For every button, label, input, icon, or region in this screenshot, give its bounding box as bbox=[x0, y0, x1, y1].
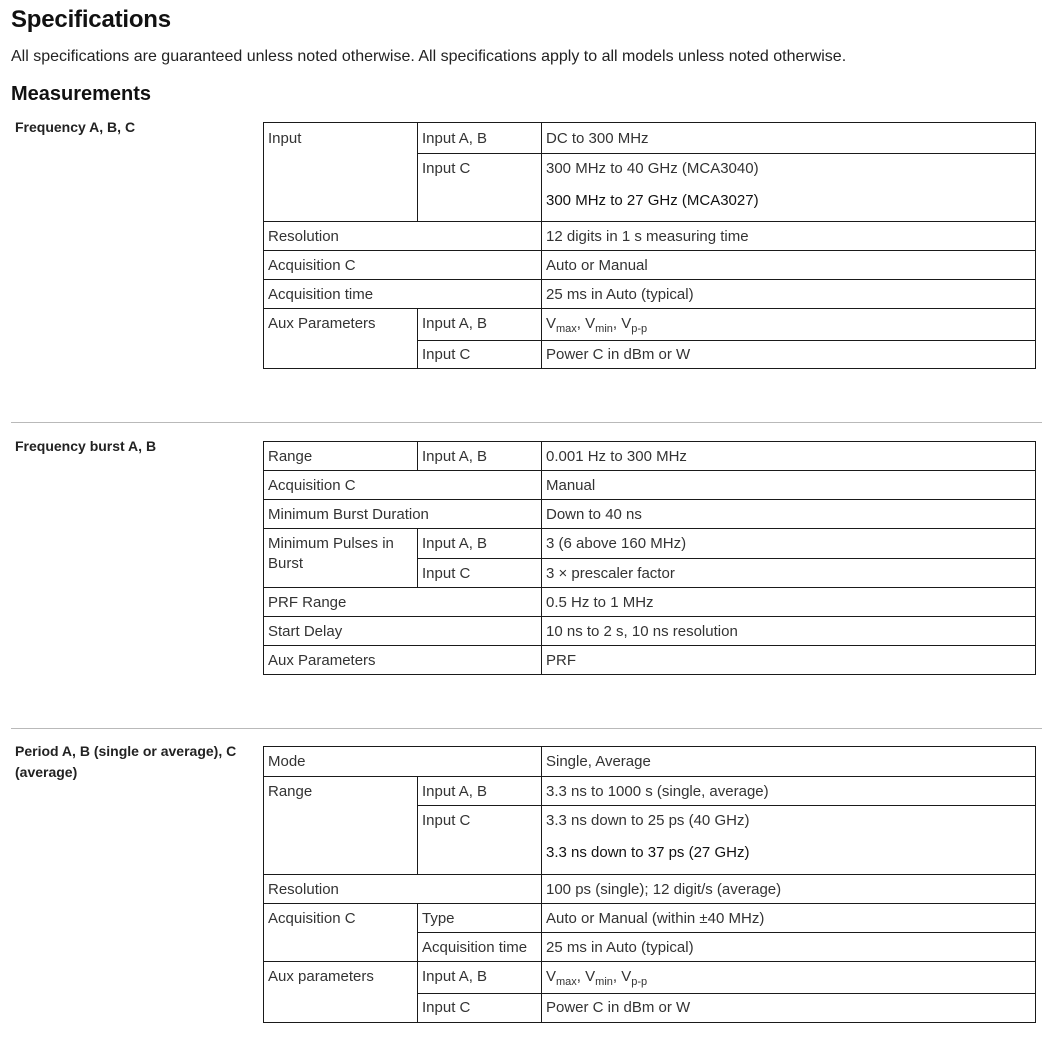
subparam-cell: Input C bbox=[418, 559, 542, 588]
table-row bbox=[264, 875, 1036, 904]
param-cell: PRF Range bbox=[264, 588, 542, 617]
value-line: 300 MHz to 27 GHz (MCA3027) bbox=[546, 192, 759, 209]
param-cell: Aux Parameters bbox=[264, 309, 418, 369]
table-row bbox=[264, 588, 1036, 617]
spec-table-period bbox=[263, 746, 1036, 1023]
value-cell bbox=[542, 309, 1036, 341]
measurements-heading: Measurements bbox=[11, 83, 152, 105]
voltage-symbol: V bbox=[585, 968, 596, 985]
table-row bbox=[264, 280, 1036, 309]
voltage-symbol: V bbox=[585, 315, 596, 332]
subparam-cell: Input C bbox=[418, 154, 542, 222]
value-cell: 3.3 ns to 1000 s (single, average) bbox=[542, 777, 1036, 806]
value-cell: Manual bbox=[542, 471, 1036, 500]
table-row bbox=[264, 747, 1036, 777]
value-cell bbox=[542, 962, 1036, 994]
subparam-cell: Input C bbox=[418, 994, 542, 1023]
value-cell: Power C in dBm or W bbox=[542, 341, 1036, 369]
subscript-max: max bbox=[556, 976, 577, 988]
value-cell: Power C in dBm or W bbox=[542, 994, 1036, 1023]
table-row bbox=[264, 500, 1036, 529]
value-cell: Down to 40 ns bbox=[542, 500, 1036, 529]
table-row bbox=[264, 222, 1036, 251]
separator: , bbox=[612, 968, 622, 985]
param-cell: Acquisition C bbox=[264, 904, 418, 962]
subparam-cell: Input A, B bbox=[418, 777, 542, 806]
value-line: 300 MHz to 40 GHz (MCA3040) bbox=[546, 160, 759, 177]
value-cell bbox=[542, 806, 1036, 875]
subparam-cell: Input A, B bbox=[418, 529, 542, 559]
page-title: Specifications bbox=[11, 6, 171, 33]
value-cell: Auto or Manual (within ±40 MHz) bbox=[542, 904, 1036, 933]
subparam-cell: Input C bbox=[418, 341, 542, 369]
table-row bbox=[264, 442, 1036, 471]
table-row bbox=[264, 777, 1036, 806]
value-cell: 10 ns to 2 s, 10 ns resolution bbox=[542, 617, 1036, 646]
subparam-cell: Input A, B bbox=[418, 442, 542, 471]
value-cell: 25 ms in Auto (typical) bbox=[542, 280, 1036, 309]
intro-text: All specifications are guaranteed unless noted otherwise. All specifications apply to all models unless noted otherwise. bbox=[11, 48, 847, 65]
table-row bbox=[264, 529, 1036, 559]
param-cell: Resolution bbox=[264, 222, 542, 251]
param-cell: Minimum Burst Duration bbox=[264, 500, 542, 529]
table-row bbox=[264, 646, 1036, 675]
subparam-cell: Input C bbox=[418, 806, 542, 875]
subscript-pp: p-p bbox=[631, 976, 648, 988]
value-line: 3.3 ns down to 25 ps (40 GHz) bbox=[546, 812, 750, 829]
table-row bbox=[264, 617, 1036, 646]
value-cell bbox=[542, 154, 1036, 222]
voltage-symbol: V bbox=[621, 315, 632, 332]
spec-table-frequency bbox=[263, 122, 1036, 369]
subparam-cell: Acquisition time bbox=[418, 933, 542, 962]
param-cell: Aux Parameters bbox=[264, 646, 542, 675]
value-cell: 25 ms in Auto (typical) bbox=[542, 933, 1036, 962]
value-cell: DC to 300 MHz bbox=[542, 123, 1036, 154]
value-cell: Single, Average bbox=[542, 747, 1036, 777]
value-cell: 3 × prescaler factor bbox=[542, 559, 1036, 588]
subparam-cell: Type bbox=[418, 904, 542, 933]
param-cell: Range bbox=[264, 777, 418, 875]
table-row bbox=[264, 904, 1036, 933]
value-line: 3.3 ns down to 37 ps (27 GHz) bbox=[546, 844, 750, 861]
param-cell: Acquisition C bbox=[264, 471, 542, 500]
section-label-frequency-burst: Frequency burst A, B bbox=[15, 438, 157, 454]
separator: , bbox=[576, 968, 586, 985]
value-cell: 100 ps (single); 12 digit/s (average) bbox=[542, 875, 1036, 904]
value-cell: 0.5 Hz to 1 MHz bbox=[542, 588, 1036, 617]
param-cell: Resolution bbox=[264, 875, 542, 904]
section-divider bbox=[11, 422, 1042, 423]
value-cell: Auto or Manual bbox=[542, 251, 1036, 280]
separator: , bbox=[612, 315, 622, 332]
subparam-cell: Input A, B bbox=[418, 962, 542, 994]
section-divider bbox=[11, 728, 1042, 729]
table-row bbox=[264, 309, 1036, 341]
value-cell: PRF bbox=[542, 646, 1036, 675]
value-cell: 3 (6 above 160 MHz) bbox=[542, 529, 1036, 559]
section-label-frequency: Frequency A, B, C bbox=[15, 119, 136, 135]
param-cell: Start Delay bbox=[264, 617, 542, 646]
table-row bbox=[264, 123, 1036, 154]
table-row bbox=[264, 962, 1036, 994]
spec-table-frequency-burst bbox=[263, 441, 1036, 675]
voltage-symbol: V bbox=[621, 968, 632, 985]
value-cell: 0.001 Hz to 300 MHz bbox=[542, 442, 1036, 471]
subscript-max: max bbox=[556, 323, 577, 335]
subscript-pp: p-p bbox=[631, 323, 648, 335]
param-cell: Acquisition C bbox=[264, 251, 542, 280]
table-row bbox=[264, 471, 1036, 500]
subparam-cell: Input A, B bbox=[418, 309, 542, 341]
subscript-min: min bbox=[595, 976, 613, 988]
param-cell: Range bbox=[264, 442, 418, 471]
table-row bbox=[264, 251, 1036, 280]
param-cell: Mode bbox=[264, 747, 542, 777]
param-cell: Input bbox=[264, 123, 418, 222]
param-cell: Acquisition time bbox=[264, 280, 542, 309]
subparam-cell: Input A, B bbox=[418, 123, 542, 154]
subscript-min: min bbox=[595, 323, 613, 335]
param-cell: Minimum Pulses in Burst bbox=[264, 529, 418, 588]
param-cell: Aux parameters bbox=[264, 962, 418, 1023]
section-label-period: Period A, B (single or average), C (average) bbox=[15, 743, 237, 780]
voltage-symbol: V bbox=[546, 968, 557, 985]
value-cell: 12 digits in 1 s measuring time bbox=[542, 222, 1036, 251]
separator: , bbox=[576, 315, 586, 332]
voltage-symbol: V bbox=[546, 315, 557, 332]
